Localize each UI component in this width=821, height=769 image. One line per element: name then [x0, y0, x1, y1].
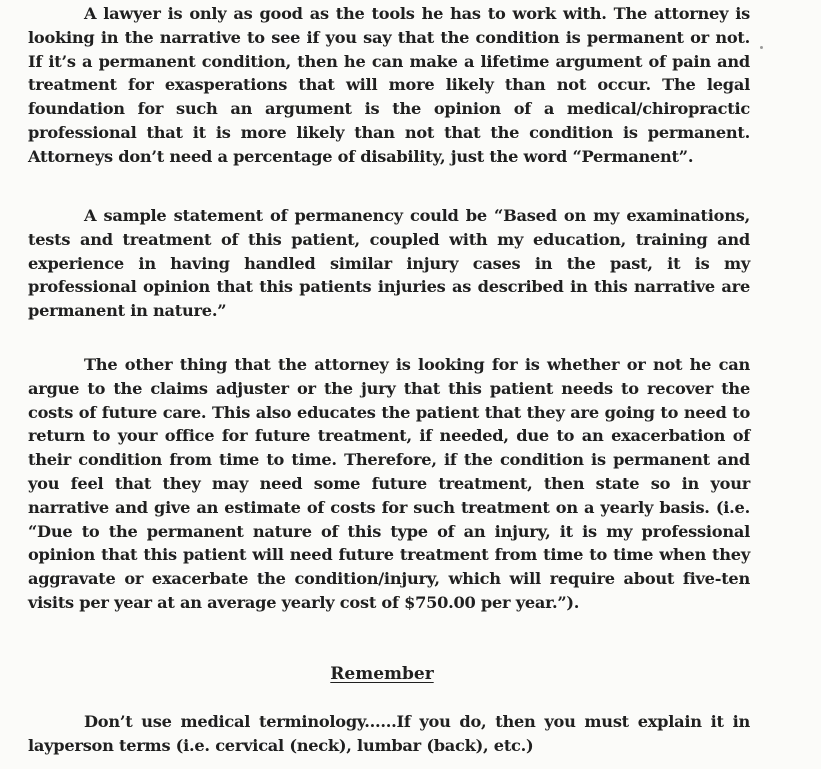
paragraph-future-care: The other thing that the attorney is looking for is whether or not he can argue to the claims adjuster or the jury that this patient needs to recover the costs of future care. This also educates the patient that they are going to need to return to your office for future treatment, if needed, due to an exacerbation of their condition from time to time. Therefore, if the condition is permanent and you feel that they may need some future treatment, then state so in your narrative and give an estimate of costs for such treatment on a yearly basis. (i.e. “Due to the permanent nature of this type of an injury, it is my professional opinion that this patient will need future treatment from time to time when they aggravate or exacerbate the condition/injury, which will require about five-ten visits per year at an average yearly cost of $750.00 per year.”).: [28, 355, 750, 612]
remember-heading: Remember: [330, 664, 434, 684]
paragraph-terminology: Don’t use medical terminology......If you do, then you must explain it in layperson terms (i.e. cervical (neck), lumbar (back), etc.): [28, 712, 750, 755]
paragraph-sample-statement: A sample statement of permanency could be “Based on my examinations, tests and treatment of this patient, coupled with my education, training and experience in having handled similar injury cases in the past, it is my professional opinion that this patients injuries as described in this narrative are permanent in nature.”: [28, 206, 750, 321]
scan-speck: [760, 46, 763, 49]
paragraph-permanency-argument: A lawyer is only as good as the tools he has to work with. The attorney is looking in the narrative to see if you say that the condition is permanent or not. If it’s a permanent condition, then he can make a lifetime argument of pain and treatment for exasperations that will more likely than not occur. The legal foundation for such an argument is the opinion of a medical/chiropractic professional that it is more likely than not that the condition is permanent. Attorneys don’t need a percentage of disability, just the word “Permanent”.: [28, 4, 750, 166]
